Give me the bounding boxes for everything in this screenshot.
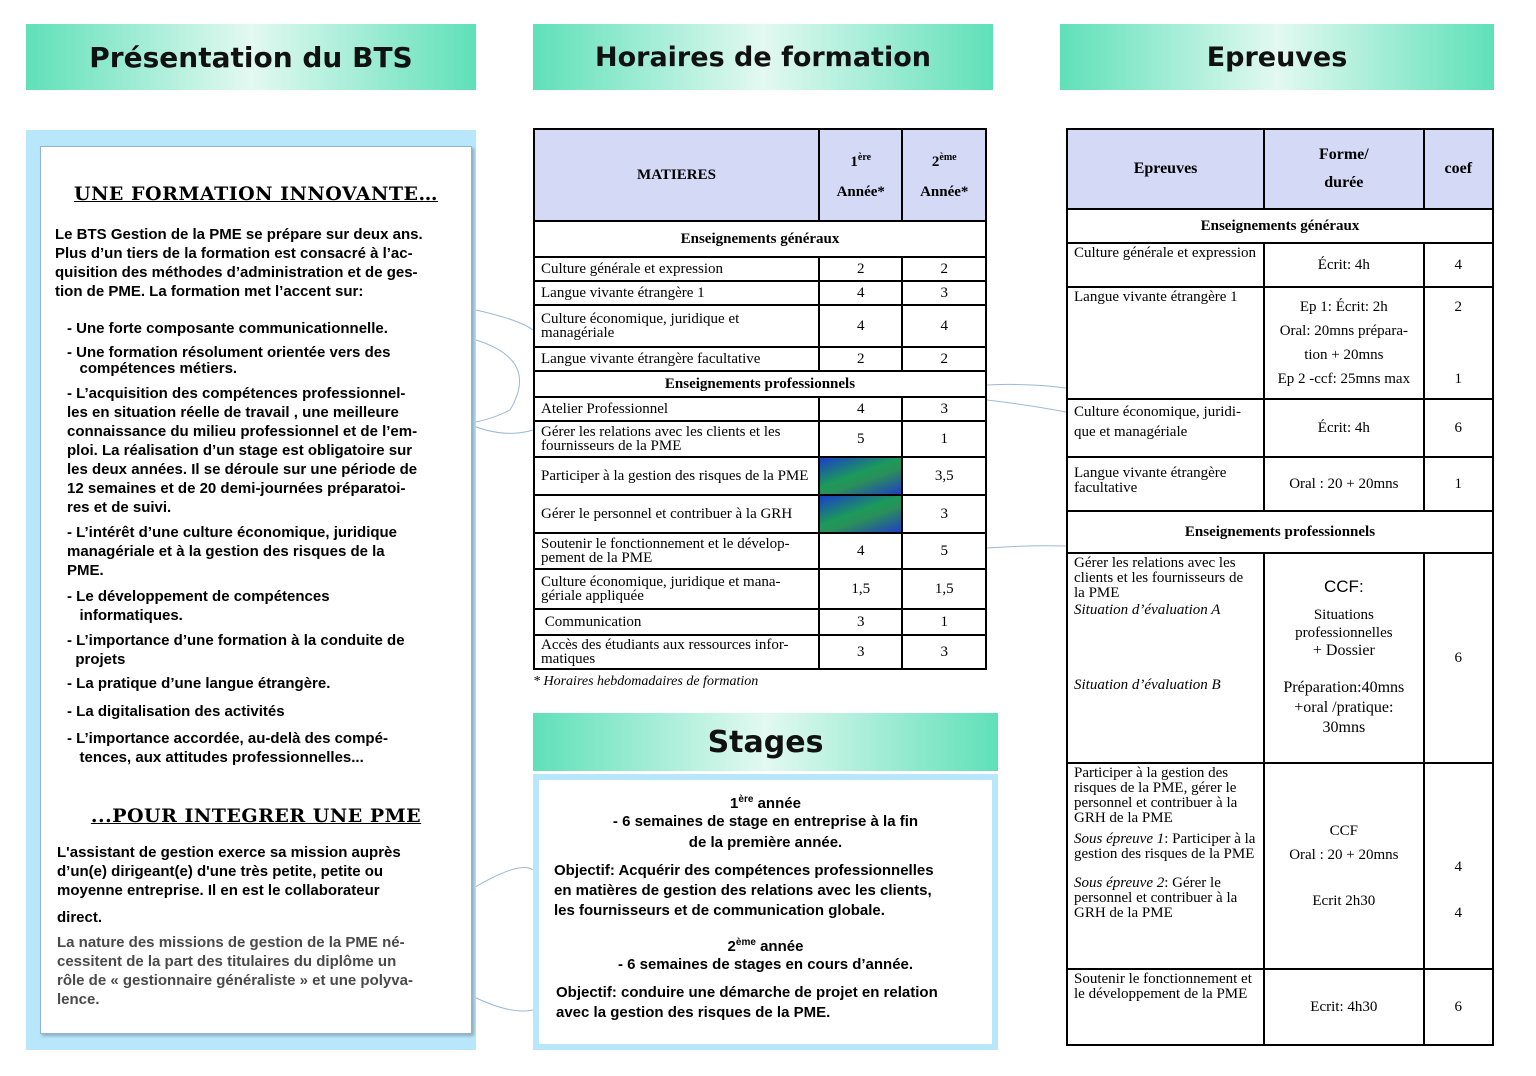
assistant-paragraph: L'assistant de gestion exerce sa mission auprès d’un(e) dirigeant(e) d'une très petite, petite ou moyenne entreprise. Il en est le collaborateur direct. xyxy=(57,844,401,926)
table-row: Culture générale et expression 2 2 xyxy=(534,257,986,281)
intro-line: Plus d’un tiers de la formation est consacré à l’ac- xyxy=(55,245,413,262)
section-professionnels: Enseignements professionnels xyxy=(534,371,986,397)
stage-y1-line2: de la première année. xyxy=(688,834,843,851)
banner-presentation: Présentation du BTS xyxy=(26,24,476,90)
stage-year-1: 1ère année xyxy=(730,794,801,812)
bullet-3: - L’acquisition des compétences professionnel- les en situation réelle de travail , une meilleure connaissance du milieu professionnel et de l’em- ploi. La réalisation d’un stage est obligatoire sur les deux années. Il se déroule sur une période de 12 semaines et de 20 demi-journées préparatoi- res et de suivi. xyxy=(67,385,418,516)
banner-epreuves: Epreuves xyxy=(1060,24,1494,90)
col-matieres: MATIERES xyxy=(534,129,819,221)
intro-line: quisition des méthodes d’administration et de ges- xyxy=(55,264,418,281)
table-row: Accès des étudiants aux ressources infor-matiques 3 3 xyxy=(534,635,986,669)
bullet-9: - L’importance accordée, au-delà des compé- tences, aux attitudes professionnelles... xyxy=(67,730,388,766)
table-row: Culture économique, juridique et managériale 4 4 xyxy=(534,305,986,347)
table-row: Culture économique, juridi-que et managériale Écrit: 4h 6 xyxy=(1067,399,1493,457)
bullet-1: - Une forte composante communicationnelle. xyxy=(67,320,388,337)
bullet-7: - La pratique d’une langue étrangère. xyxy=(67,675,331,692)
stages-panel xyxy=(539,780,992,1044)
col-epreuves: Epreuves xyxy=(1067,129,1264,209)
table-row: Communication 3 1 xyxy=(534,609,986,635)
banner-stages: Stages xyxy=(533,713,998,771)
epreuves-table xyxy=(1066,128,1494,1046)
bullet-8: - La digitalisation des activités xyxy=(67,703,285,720)
table-row: Langue vivante étrangère facultative 2 2 xyxy=(534,347,986,371)
heading-integrer-pme: ...POUR INTEGRER UNE PME xyxy=(90,805,422,827)
banner-horaires: Horaires de formation xyxy=(533,24,993,90)
gradient-cell xyxy=(819,457,903,495)
table-header-row xyxy=(534,129,986,221)
table-row: Gérer les relations avec les clients et les fournisseurs de la PME 5 1 xyxy=(534,421,986,457)
table-row: Gérer les relations avec les clients et les fournisseurs de la PME Situation d’évaluation A Situation d’évaluation B CCF: Situations professionnelles + Dossier Préparation:40mns +oral /pratique: 30mns 6 xyxy=(1067,553,1493,763)
section-generaux: Enseignements généraux xyxy=(1067,209,1493,243)
bullet-5: - Le développement de compétences informatiques. xyxy=(67,588,330,624)
col-coef: coef xyxy=(1424,129,1493,209)
table-row: Culture économique, juridique et mana-gériale appliquée 1,5 1,5 xyxy=(534,569,986,609)
heading-formation-innovante: UNE FORMATION INNOVANTE… xyxy=(74,183,438,205)
table-row: Soutenir le fonctionnement et le dévelop-pement de la PME 4 5 xyxy=(534,533,986,569)
stage-objective-2: Objectif: conduire une démarche de projet en relation avec la gestion des risques de la PME. xyxy=(556,984,938,1021)
stage-y2-line1: - 6 semaines de stages en cours d’année. xyxy=(617,956,914,973)
intro-line: Le BTS Gestion de la PME se prépare sur deux ans. xyxy=(55,226,423,243)
col-annee-1: 1ère Année* xyxy=(819,129,903,221)
bullet-2: - Une formation résolument orientée vers des compétences métiers. xyxy=(67,344,391,377)
section-generaux: Enseignements généraux xyxy=(534,221,986,257)
table-row: Atelier Professionnel 4 3 xyxy=(534,397,986,421)
table-row: Langue vivante étrangère 1 4 3 xyxy=(534,281,986,305)
intro-line: tion de PME. La formation met l’accent sur: xyxy=(55,283,364,300)
table-row: Culture générale et expression Écrit: 4h 4 xyxy=(1067,243,1493,287)
col-annee-2: 2ème Année* xyxy=(902,129,986,221)
table-row: Soutenir le fonctionnement et le développement de la PME Ecrit: 4h30 6 xyxy=(1067,969,1493,1045)
table-row: Participer à la gestion des risques de la PME 3,5 xyxy=(534,457,986,495)
horaires-note: * Horaires hebdomadaires de formation xyxy=(533,674,759,689)
section-professionnels: Enseignements professionnels xyxy=(1067,511,1493,553)
gradient-cell xyxy=(819,495,903,533)
stage-objective-1: Objectif: Acquérir des compétences professionnelles en matières de gestion des relations avec les clients, les fournisseurs et de communication globale. xyxy=(554,862,934,919)
table-row: Langue vivante étrangère 1 Ep 1: Écrit: 2h Oral: 20mns prépara- tion + 20mns Ep 2 -ccf: 25mns max 2 1 xyxy=(1067,287,1493,399)
table-row: Participer à la gestion des risques de la PME, gérer le personnel et contribuer à la GRH de la PME Sous épreuve 1: Participer à la gestion des risques de la PME Sous épreuve 2: Gérer le personnel et contribuer à la GRH de la PME CCF Oral : 20 + 20mns Ecrit 2h30 4 4 xyxy=(1067,763,1493,969)
horaires-table xyxy=(533,128,987,670)
missions-paragraph: La nature des missions de gestion de la PME né- cessitent de la part des titulaires du diplôme un rôle de « gestionnaire généraliste » et une polyva- lence. xyxy=(57,934,413,1008)
table-row: Langue vivante étrangère facultative Oral : 20 + 20mns 1 xyxy=(1067,457,1493,511)
stage-year-2: 2ème année xyxy=(727,937,804,955)
intro-text xyxy=(55,225,423,301)
presentation-panel xyxy=(40,146,472,1034)
table-row: Gérer le personnel et contribuer à la GRH 3 xyxy=(534,495,986,533)
bullet-4: - L’intérêt d’une culture économique, juridique managériale et à la gestion des risques de la PME. xyxy=(67,524,398,579)
col-forme-duree: Forme/ durée xyxy=(1264,129,1423,209)
table-header-row xyxy=(1067,129,1493,209)
stage-y1-line1: - 6 semaines de stage en entreprise à la fin xyxy=(612,813,919,830)
bullet-6: - L’importance d’une formation à la conduite de projets xyxy=(67,632,405,668)
